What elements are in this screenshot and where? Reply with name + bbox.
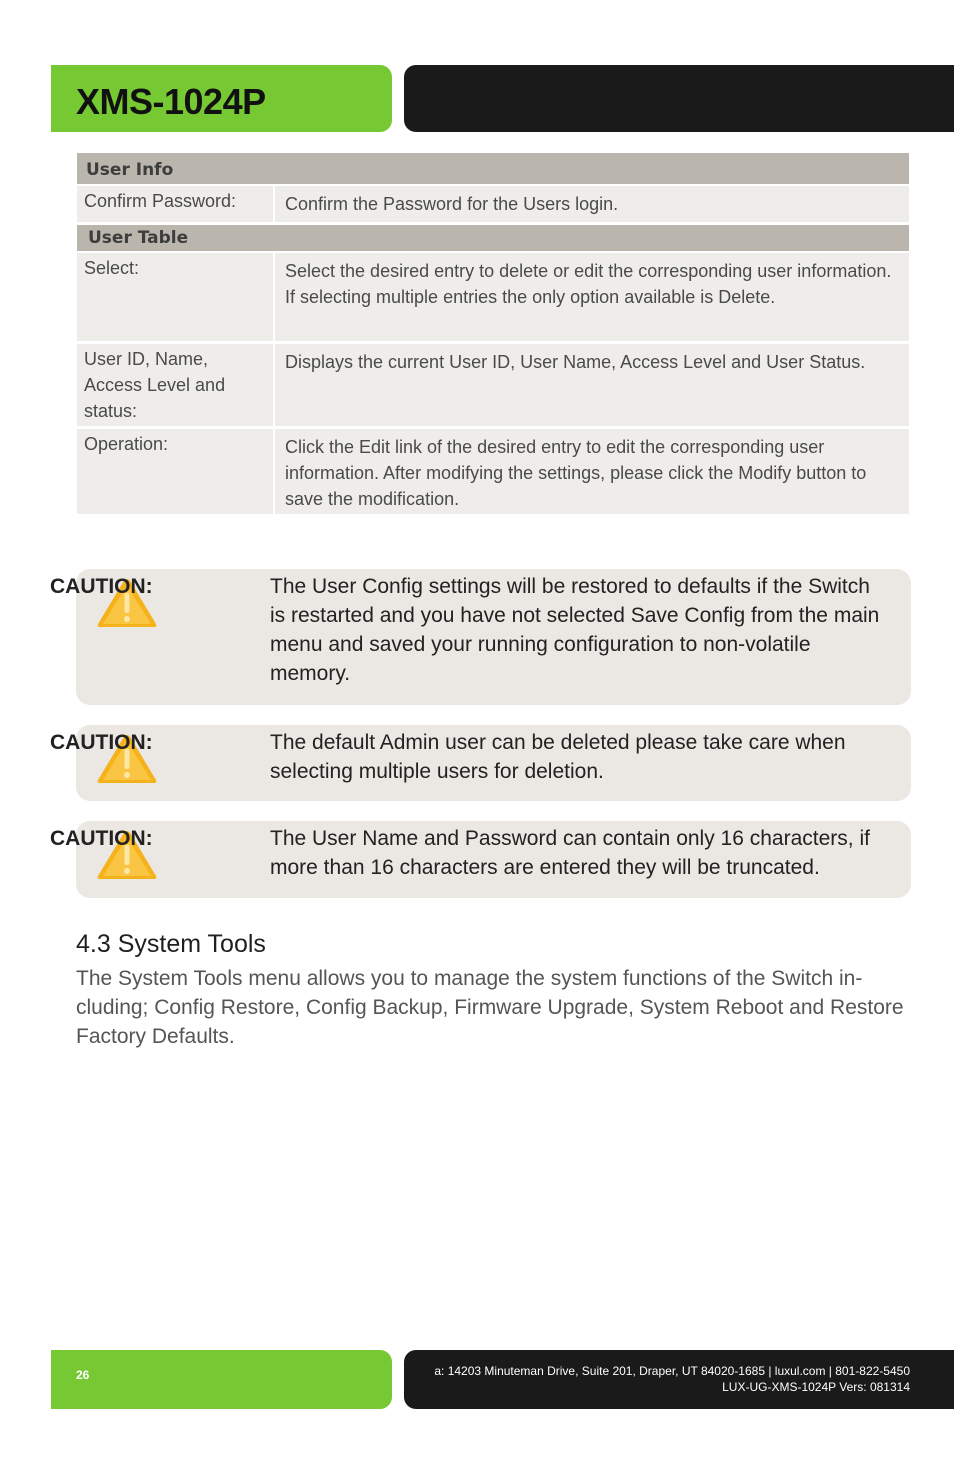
caution-box — [50, 569, 911, 705]
footer-address: a: 14203 Minuteman Drive, Suite 201, Draper, UT 84020-1685 | luxul.com | 801-822-5450 — [434, 1364, 910, 1378]
caution-label: CAUTION: — [50, 827, 153, 850]
footer-doc-id: LUX-UG-XMS-1024P Vers: 081314 — [722, 1380, 910, 1394]
table-section-header: User Table — [77, 225, 909, 253]
caution-body: The default Admin user can be deleted please take care when selecting multiple users for deletion. — [270, 731, 846, 783]
table-row-description: Displays the current User ID, User Name, Access Level and User Status. — [275, 344, 909, 426]
document-title: XMS-1024P — [76, 81, 266, 122]
table-row — [77, 344, 909, 429]
settings-table — [77, 153, 909, 514]
section-body: The System Tools menu allows you to manage the system functions of the Switch including; Config Restore, Config Backup, Firmware Upgrade, System Reboot and Restore Factory Defaults. — [76, 967, 904, 1048]
footer-dark-band — [404, 1350, 954, 1409]
footer-info — [434, 1363, 910, 1395]
caution-box — [50, 725, 911, 801]
section-heading: 4.3 System Tools — [76, 930, 266, 958]
table-row-description: Click the Edit link of the desired entry to edit the corresponding user information. After modifying the settings, please click the Modify button to save the modification. — [275, 429, 909, 514]
caution-message — [50, 824, 881, 882]
page-number: 26 — [76, 1368, 90, 1382]
table-row-label: Confirm Password: — [77, 186, 273, 222]
caution-body: The User Name and Password can contain only 16 characters, if more than 16 characters are entered they will be truncated. — [270, 827, 870, 879]
caution-body: The User Config settings will be restored to defaults if the Switch is restarted and you have not selected Save Config from the main menu and saved your running configuration to non-volatile memory. — [270, 575, 880, 685]
table-row-label: Operation: — [77, 429, 273, 514]
table-row-description: Confirm the Password for the Users login. — [275, 186, 909, 222]
footer-green-band — [51, 1350, 392, 1409]
caution-label: CAUTION: — [50, 575, 153, 598]
caution-box — [50, 821, 911, 898]
caution-label: CAUTION: — [50, 731, 153, 754]
table-row-label: User ID, Name, Access Level and status: — [77, 344, 273, 426]
caution-message — [50, 572, 881, 688]
table-row-description: Select the desired entry to delete or edit the corresponding user information. If selecting multiple entries the only option available is Delete. — [275, 253, 909, 341]
table-section-header: User Info — [77, 153, 909, 186]
table-row — [77, 186, 909, 225]
header-title-band — [51, 65, 392, 132]
table-row — [77, 253, 909, 344]
header-dark-band — [404, 65, 954, 132]
table-row-label: Select: — [77, 253, 273, 341]
caution-message — [50, 728, 881, 786]
table-row — [77, 429, 909, 514]
